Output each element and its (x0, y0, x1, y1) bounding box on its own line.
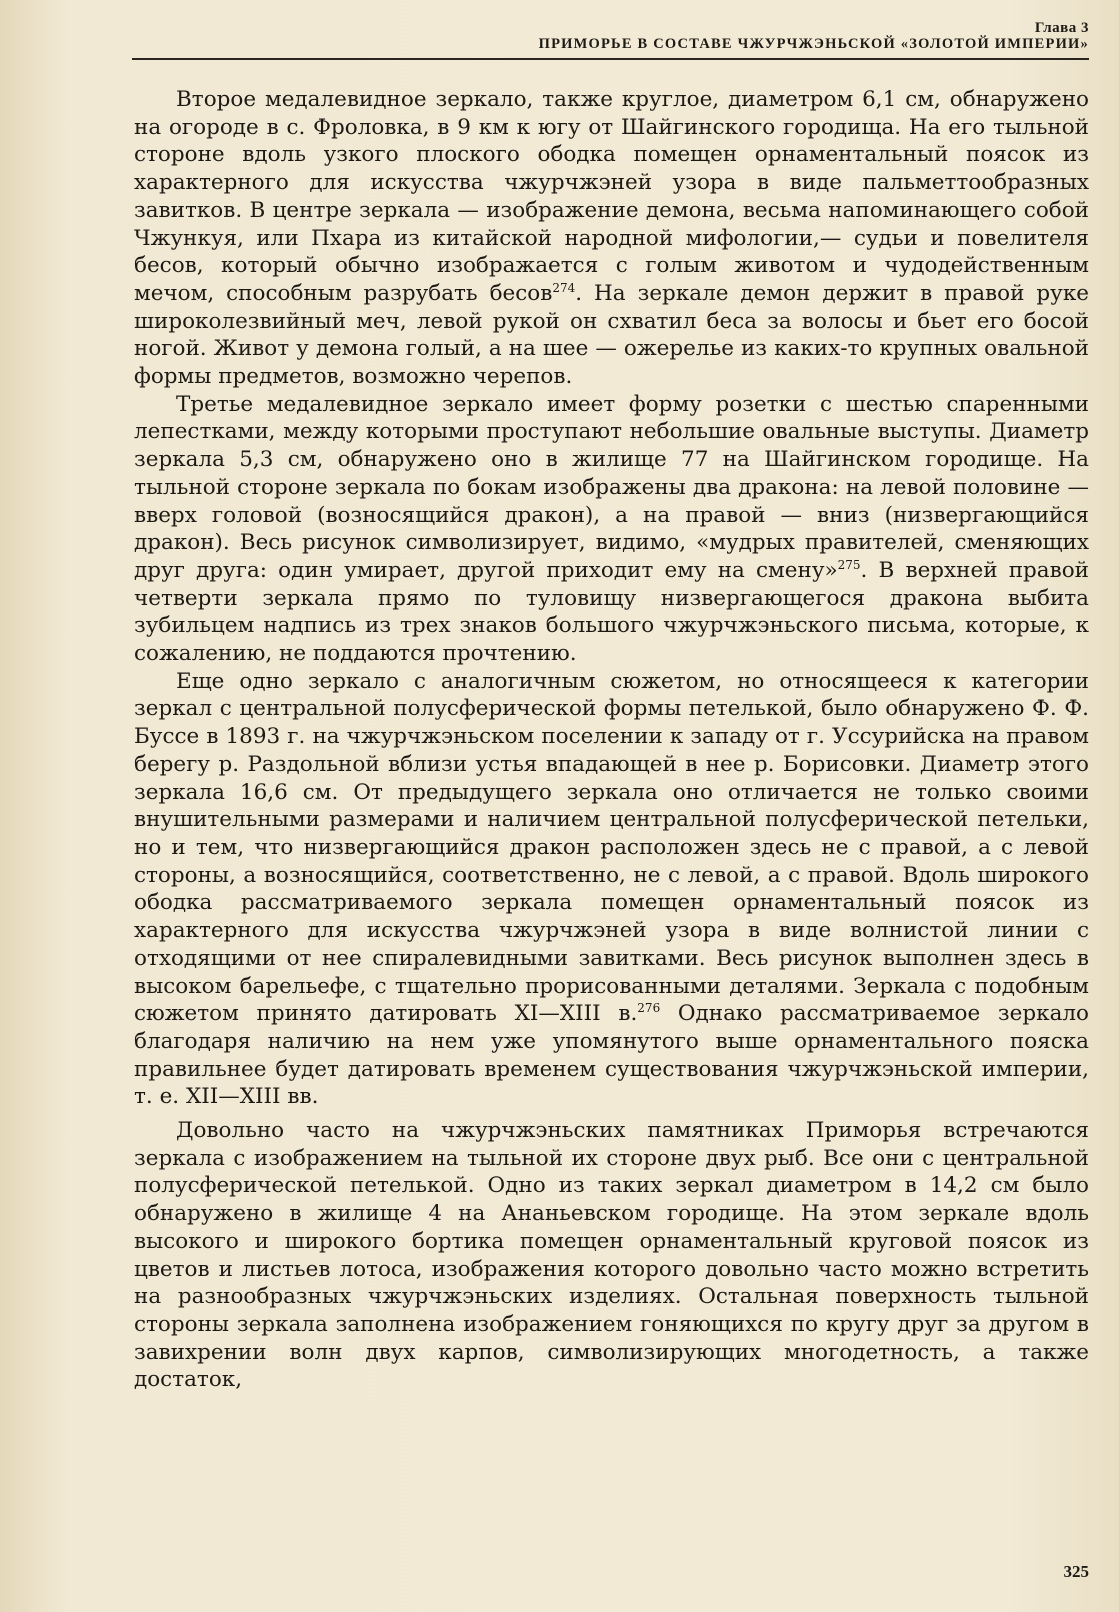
footnote-ref-275: 275 (837, 557, 861, 572)
chapter-title: ПРИМОРЬЕ В СОСТАВЕ ЧЖУРЧЖЭНЬСКОЙ «ЗОЛОТОЙ ИМПЕРИИ» (538, 36, 1089, 52)
body-text (134, 86, 1089, 1394)
paragraph-text: Еще одно зеркало с аналогичным сюжетом, но относящееся к категории зеркал с центральной полусферической формы петелькой, было обнаружено Ф. Ф. Буссе в 1893 г. на чжурчжэньском поселении к западу от г. Уссурийска на правом берегу р. Раздольной вблизи устья впадающей в нее р. Борисовки. Диаметр этого зеркала 16,6 см. От предыдущего зеркала оно отличается не только своими внушительными размерами и наличием центральной полусферической петельки, но и тем, что низвергающийся дракон расположен здесь не с правой, а с левой стороны, а возносящийся, соответственно, не с левой, а с правой. Вдоль широкого ободка рассматриваемого зеркала помещен орнаментальный поясок из характерного для искусства чжурчжэней узора в виде волнистой линии с отходящими от нее спиралевидными завитками. Весь рисунок выполнен здесь в высоком барельефе, с тщательно прорисованными деталями. Зеркала с подобным сюжетом принято датировать XI—XIII в. (134, 668, 1089, 1027)
paragraph-text: Второе медалевидное зеркало, также круглое, диаметром 6,1 см, обнаружено на огороде в с. Фроловка, в 9 км к югу от Шайгинского городища. На его тыльной стороне вдоль узкого плоского ободка помещен орнаментальный поясок из характерного для искусства чжурчжэней узора в виде пальметтообразных завитков. В центре зеркала — изображение демона, весьма напоминающего собой Чжункуя, или Пхара из китайской народной мифологии,— судьи и повелителя бесов, который обычно изображается с голым животом и чудодейственным мечом, способным разрубать бесов (134, 87, 1089, 306)
chapter-label: Глава 3 (1034, 20, 1089, 36)
footnote-ref-276: 276 (637, 1001, 661, 1016)
paragraph-text: Довольно часто на чжурчжэньских памятниках Приморья встречаются зеркала с изображением на тыльной их стороне двух рыб. Все они с центральной полусферической петелькой. Одно из таких зеркал диаметром в 14,2 см было обнаружено в жилище 4 на Ананьевском городище. На этом зеркале вдоль высокого и широкого бортика помещен орнаментальный круговой поясок из цветов и листьев лотоса, изображения которого довольно часто можно встретить на разнообразных чжурчжэньских изделиях. Остальная поверхность тыльной стороны зеркала заполнена изображением гоняющихся по кругу друг за другом в завихрении волн двух карпов, символизирующих многодетность, а также достаток, (134, 1118, 1089, 1393)
paragraph-text: . На зеркале демон держит в правой руке широколезвийный меч, левой рукой он схватил беса за волосы и бьет его босой ногой. Живот у демона голый, а на шее — ожерелье из каких-то крупных овальной формы предметов, возможно черепов. (134, 280, 1089, 390)
running-head (132, 20, 1089, 53)
paragraph-text: Однако рассматриваемое зеркало благодаря наличию на нем уже упомянутого выше орнаментального пояска правильнее будет датировать временем существования чжурчжэньской империи, т. е. XII—XIII вв. (134, 1001, 1089, 1110)
paragraph-1 (134, 86, 1089, 391)
paragraph-4 (134, 1117, 1089, 1394)
paragraph-text: . В верхней правой четверти зеркала прямо по туловищу низвергающегося дракона выбита зубильцем надпись из трех знаков большого чжурчжэньского письма, которые, к сожалению, не поддаются прочтению. (134, 557, 1090, 667)
paragraph-text: Третье медалевидное зеркало имеет форму розетки с шестью спаренными лепестками, между которыми проступают небольшие овальные выступы. Диаметр зеркала 5,3 см, обнаружено оно в жилище 77 на Шайгинском городище. На тыльной стороне зеркала по бокам изображены два дракона: на левой половине — вверх головой (возносящийся дракон), а на правой — вниз (низвергающийся дракон). Весь рисунок символизирует, видимо, «мудрых правителей, сменяющих друг друга: один умирает, другой приходит ему на смену» (134, 391, 1089, 583)
header-rule (132, 58, 1089, 60)
footnote-ref-274: 274 (552, 280, 576, 295)
page-number: 325 (1063, 1562, 1089, 1581)
paragraph-2 (134, 391, 1089, 668)
paragraph-3 (134, 668, 1089, 1111)
